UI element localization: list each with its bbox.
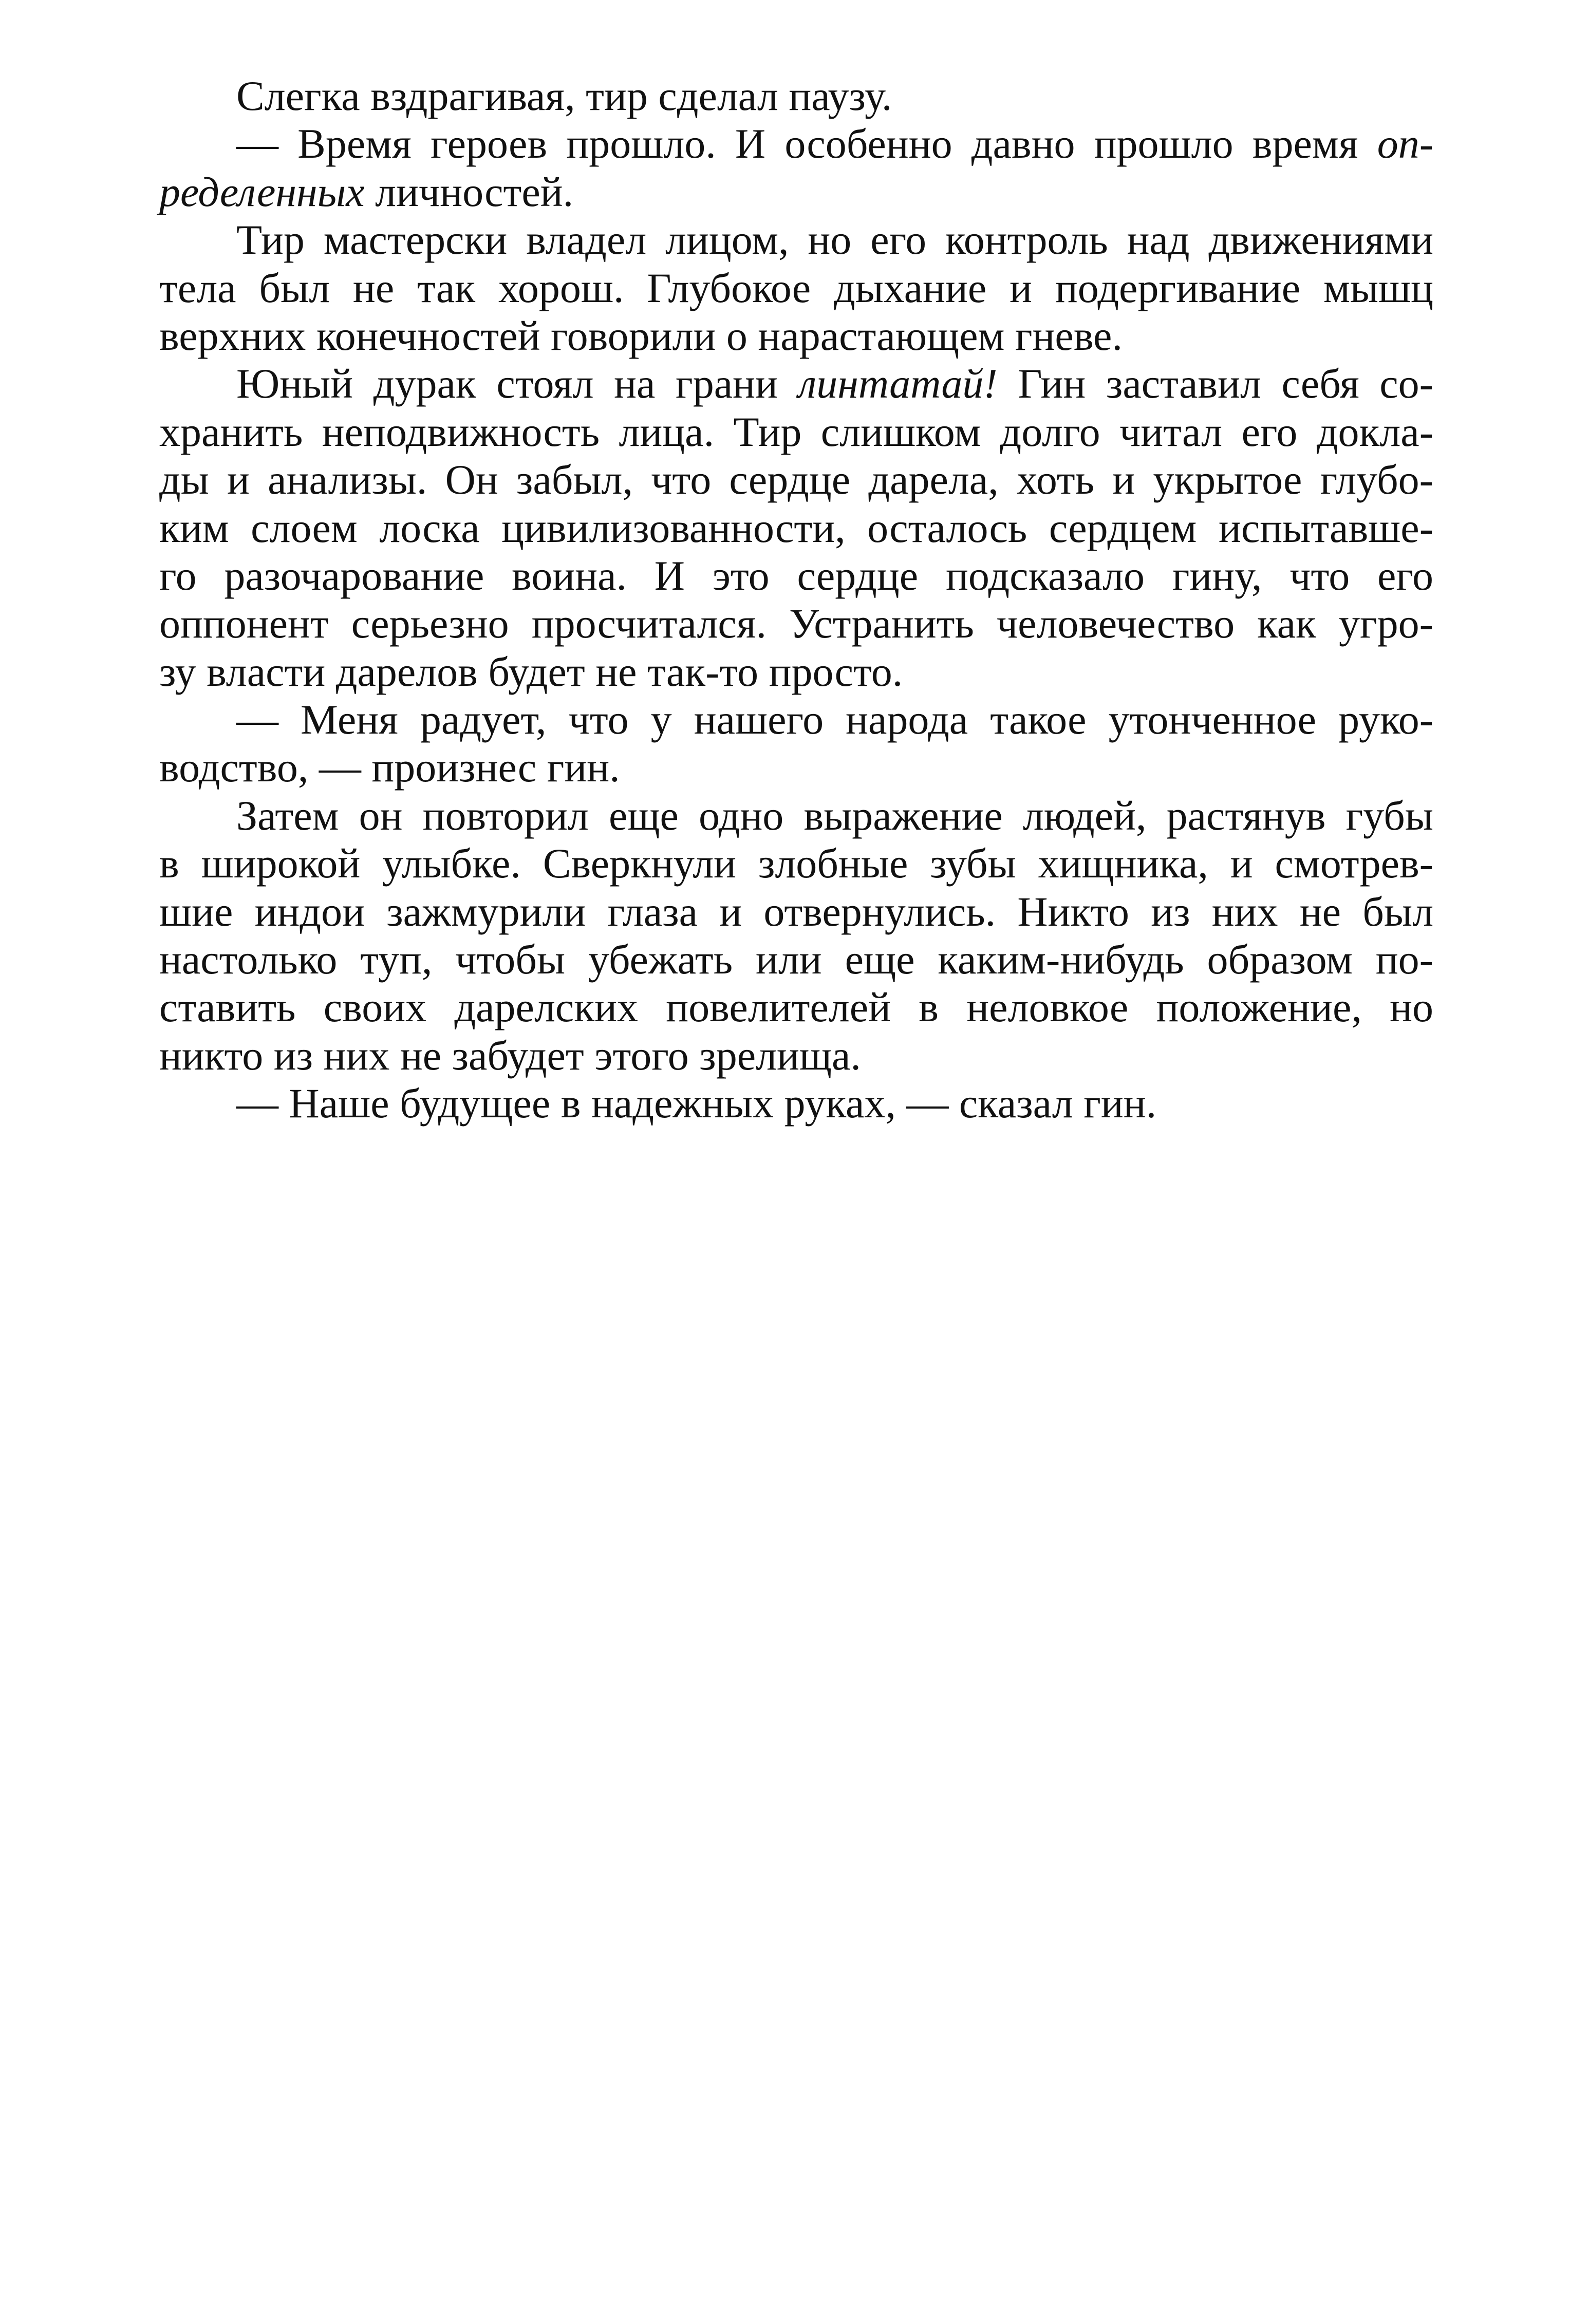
italic-text-segment: оп- (1377, 120, 1433, 167)
text-line (159, 888, 1433, 935)
text-line (159, 696, 1433, 743)
text-segment: Тир мастерски владел лицом, но его контроль над движениями (236, 216, 1433, 264)
text-segment: Юный дурак стоял на грани (236, 360, 798, 407)
text-line (159, 1032, 1433, 1079)
text-segment: оппонент серьезно просчитался. Устранить человечество как угро- (159, 600, 1433, 647)
text-segment: шие индои зажмурили глаза и отвернулись. Никто из них не был (159, 888, 1433, 935)
text-segment: настолько туп, чтобы убежать или еще каким-нибудь образом по- (159, 936, 1433, 983)
text-line (159, 935, 1433, 983)
text-segment: — Меня радует, что у нашего народа такое утонченное руко- (236, 696, 1433, 743)
text-line (159, 360, 1433, 407)
text-segment: Слегка вздрагивая, тир сделал паузу. (236, 72, 892, 119)
text-segment: ким слоем лоска цивилизованности, осталось сердцем испытавше- (159, 504, 1433, 551)
text-segment: личностей. (364, 168, 574, 215)
text-line (159, 168, 1433, 216)
text-line (159, 743, 1433, 791)
italic-text-segment: линтатай! (798, 360, 998, 407)
text-segment: водство, — произнес гин. (159, 744, 620, 791)
text-segment: — Время героев прошло. И особенно давно прошло время (236, 120, 1377, 167)
text-segment: хранить неподвижность лица. Тир слишком долго читал его докла- (159, 408, 1433, 455)
text-segment: ставить своих дарелских повелителей в неловкое положение, но (159, 984, 1433, 1031)
text-segment: го разочарование воина. И это сердце подсказало гину, что его (159, 552, 1433, 599)
text-segment: тела был не так хорош. Глубокое дыхание и подергивание мышц (159, 264, 1433, 311)
text-segment: никто из них не забудет этого зрелища. (159, 1032, 861, 1079)
text-line (159, 456, 1433, 503)
text-line (159, 552, 1433, 599)
text-line (159, 648, 1433, 696)
page-body-text (159, 72, 1433, 1128)
text-line (159, 983, 1433, 1031)
text-line (159, 216, 1433, 264)
text-line (159, 120, 1433, 167)
text-line (159, 408, 1433, 456)
text-line (159, 839, 1433, 887)
text-segment: — Наше будущее в надежных руках, — сказал гин. (236, 1080, 1157, 1127)
italic-text-segment: ределенных (159, 168, 365, 215)
text-line (159, 599, 1433, 647)
text-segment: зу власти дарелов будет не так-то просто. (159, 648, 903, 695)
text-line (159, 1079, 1433, 1127)
text-line (159, 264, 1433, 312)
text-segment: Гин заставил себя со- (997, 360, 1433, 407)
text-line (159, 792, 1433, 839)
text-line (159, 72, 1433, 120)
text-segment: ды и анализы. Он забыл, что сердце дарела, хоть и укрытое глубо- (159, 456, 1433, 503)
text-segment: верхних конечностей говорили о нарастающем гневе. (159, 312, 1123, 359)
text-line (159, 504, 1433, 552)
text-segment: в широкой улыбке. Сверкнули злобные зубы хищника, и смотрев- (159, 840, 1433, 887)
text-segment: Затем он повторил еще одно выражение людей, растянув губы (236, 792, 1433, 839)
text-line (159, 312, 1433, 360)
